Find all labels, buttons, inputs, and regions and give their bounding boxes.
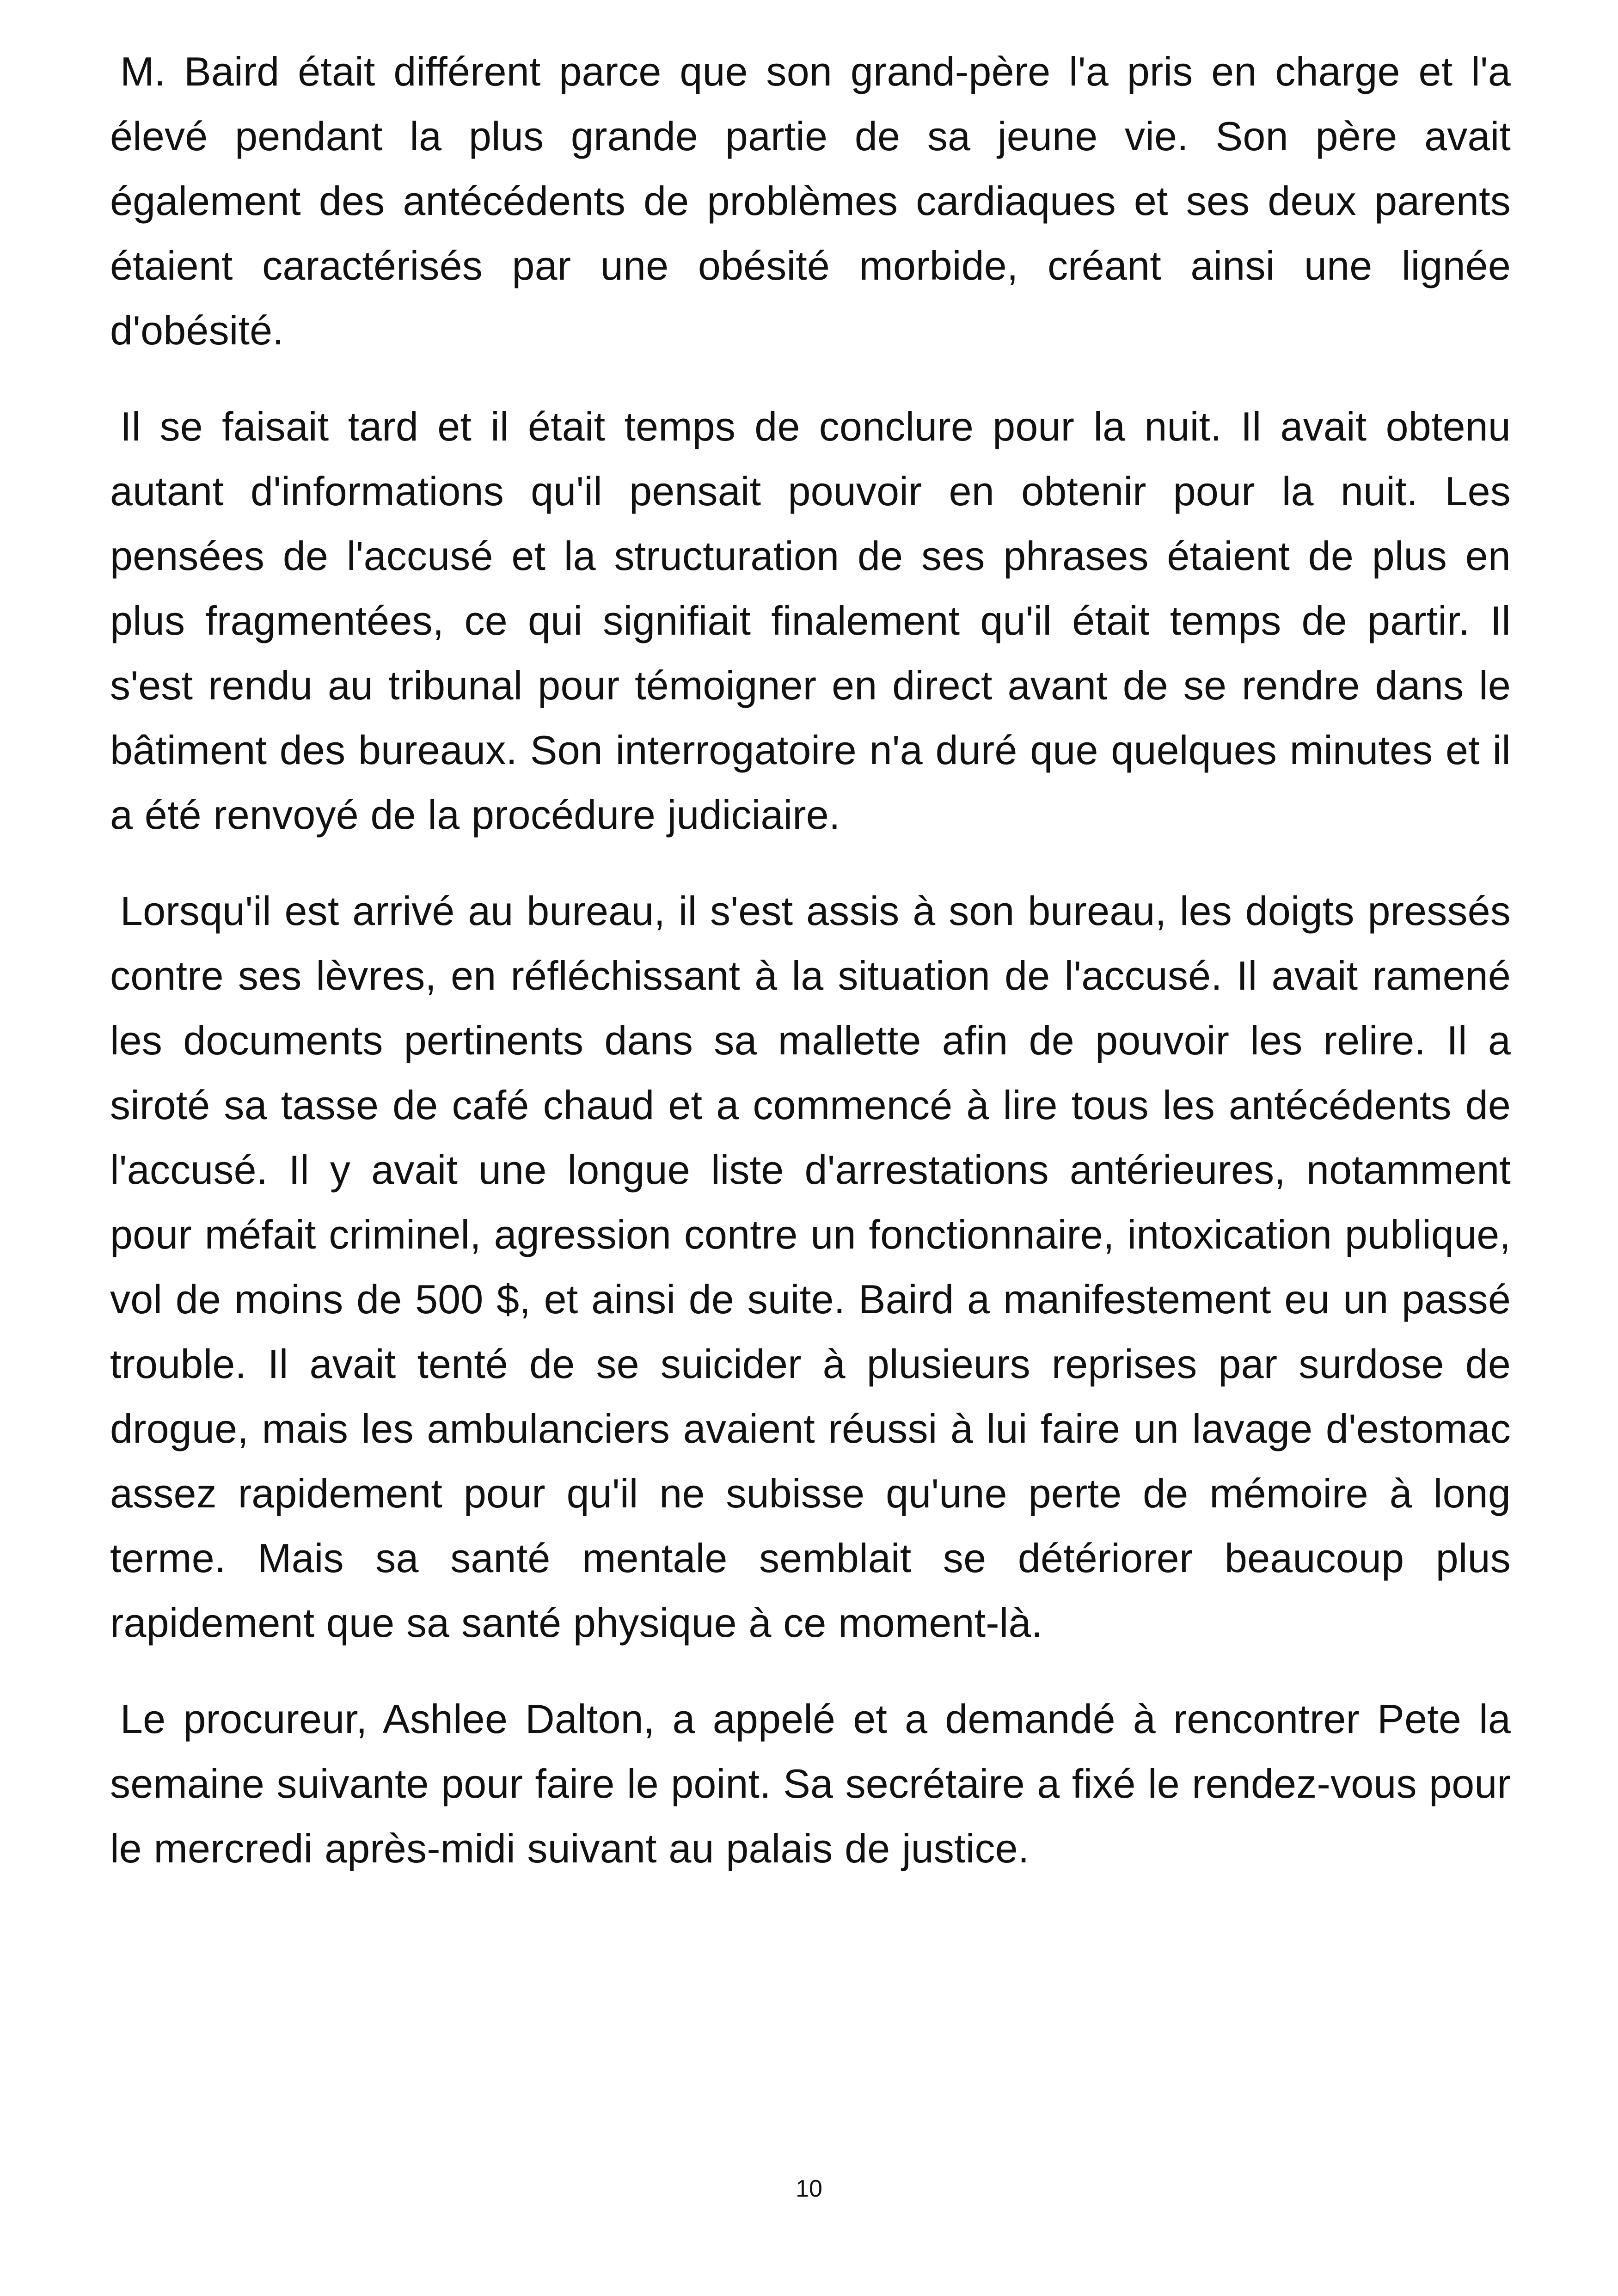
paragraph-4: Le procureur, Ashlee Dalton, a appelé et a demandé à rencontrer Pete la semaine suivante pour faire le point. Sa secrétaire a fixé le rendez-vous pour le mercredi après-midi suivant au palais de justice. (110, 1696, 1511, 1871)
page-number: 10 (796, 2175, 822, 2202)
document-body (110, 39, 1511, 1881)
paragraph-1: M. Baird était différent parce que son grand-père l'a pris en charge et l'a élevé pendant la plus grande partie de sa jeune vie. Son père avait également des antécédents de problèmes cardiaques et ses deux parents étaient caractérisés par une obésité morbide, créant ainsi une lignée d'obésité. (110, 49, 1511, 353)
paragraph-2: Il se faisait tard et il était temps de conclure pour la nuit. Il avait obtenu autant d'informations qu'il pensait pouvoir en obtenir pour la nuit. Les pensées de l'accusé et la structuration de ses phrases étaient de plus en plus fragmentées, ce qui signifiait finalement qu'il était temps de partir. Il s'est rendu au tribunal pour témoigner en direct avant de se rendre dans le bâtiment des bureaux. Son interrogatoire n'a duré que quelques minutes et il a été renvoyé de la procédure judiciaire. (110, 404, 1511, 838)
paragraph-3: Lorsqu'il est arrivé au bureau, il s'est assis à son bureau, les doigts pressés contre ses lèvres, en réfléchissant à la situation de l'accusé. Il avait ramené les documents pertinents dans sa mallette afin de pouvoir les relire. Il a siroté sa tasse de café chaud et a commencé à lire tous les antécédents de l'accusé. Il y avait une longue liste d'arrestations antérieures, notamment pour méfait criminel, agression contre un fonctionnaire, intoxication publique, vol de moins de 500 $, et ainsi de suite. Baird a manifestement eu un passé trouble. Il avait tenté de se suicider à plusieurs reprises par surdose de drogue, mais les ambulanciers avaient réussi à lui faire un lavage d'estomac assez rapidement pour qu'il ne subisse qu'une perte de mémoire à long terme. Mais sa santé mentale semblait se détériorer beaucoup plus rapidement que sa santé physique à ce moment-là. (110, 888, 1511, 1646)
